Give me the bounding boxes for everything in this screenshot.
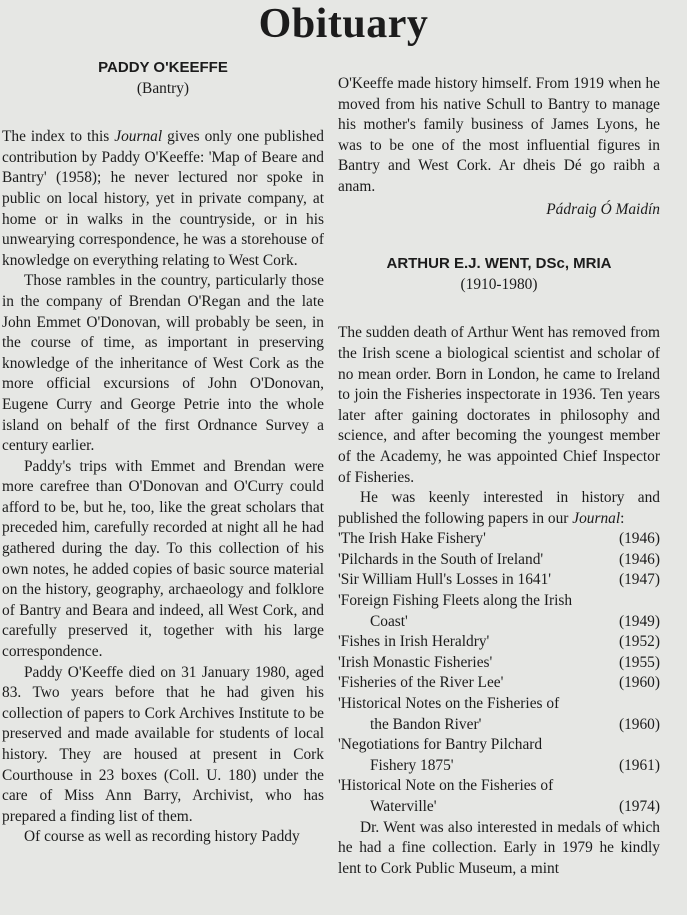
paper-item: 'Foreign Fishing Fleets along the Irish Coast' (1949) — [338, 592, 660, 630]
left-column — [2, 58, 324, 848]
paper-item: 'Sir William Hull's Losses in 1641' (1947) — [338, 571, 660, 589]
paper-item: 'Fishes in Irish Heraldry' (1952) — [338, 633, 660, 651]
paper-item: 'Irish Monastic Fisheries' (1955) — [338, 653, 660, 671]
went-paragraph-1: The sudden death of Arthur Went has removed from the Irish scene a biological scientist and scholar of no mean order. Born in London, he came to Ireland to join the Fisheries inspectorate in 1936. Ten years later after gaining doctorates in philosophy and science, and after becoming the youngest member of the Academy, he was appointed Chief Inspector of Fisheries. — [338, 324, 660, 486]
keeffe-paragraph-3: Paddy's trips with Emmet and Brendan were more carefree than O'Donovan and O'Curry could afford to be, but he, too, like the great scholars that preceded him, carefully recorded at night all he had gathered during the day. To this collection of his own notes, he added copies of basic source material on the history, geography, archaeology and folklore of Bantry and Beara and indeed, all West Cork, and carefully preserved it, together with his large correspondence. — [2, 457, 324, 661]
keeffe-subheading: (Bantry) — [136, 79, 190, 97]
keeffe-signature: Pádraig Ó Maidín — [546, 200, 660, 218]
went-subheading: (1910-1980) — [460, 275, 538, 293]
paper-item: 'The Irish Hake Fishery' (1946) — [338, 530, 660, 548]
keeffe-paragraph-5: Of course as well as recording history Paddy — [24, 828, 300, 846]
keeffe-paragraph-4: Paddy O'Keeffe died on 31 January 1980, aged 83. Two years before that he had given his collection of papers to Cork Archives Institute to be preserved and made available for students of local history. They are housed at present in Cork Courthouse in 23 boxes (Coll. U. 180) under the care of Miss Ann Barry, Archivist, who has prepared a finding list of them. — [2, 663, 324, 825]
paper-list — [338, 529, 660, 817]
went-paragraph-3: Dr. Went was also interested in medals of which he had a fine collection. Early in 1979 he kindly lent to Cork Public Museum, a mint — [338, 818, 660, 877]
went-heading: ARTHUR E.J. WENT, DSc, MRIA — [386, 255, 612, 273]
paper-item: 'Negotiations for Bantry Pilchard Fishery 1875' (1961) — [338, 736, 660, 774]
went-paragraph-2: He was keenly interested in history and published the following papers in our Journal: — [338, 489, 660, 527]
keeffe-heading: PADDY O'KEEFFE — [98, 59, 228, 76]
paper-item: 'Historical Notes on the Fisheries of the Bandon River' (1960) — [338, 695, 660, 733]
keeffe-paragraph-6: O'Keeffe made history himself. From 1919 when he moved from his native Schull to Bantry to manage his mother's family business of James Lyons, he was to be one of the most influential figures in Bantry and West Cork. Ar dheis Dé go raibh a anam. — [338, 75, 660, 195]
keeffe-paragraph-2: Those rambles in the country, particularly those in the company of Brendan O'Regan and the late John Emmet O'Donovan, will probably be seen, in the course of time, as important in preserving knowledge of the inheritance of West Cork as the more official excursions of John O'Donovan, Eugene Curry and George Petrie into the whole island on behalf of the first Ordnance Survey a century earlier. — [2, 272, 324, 455]
keeffe-paragraph-1: The index to this Journal gives only one published contribution by Paddy O'Keeffe: 'Map of Beare and Bantry' (1958); he never lectured nor spoke in public on local history, yet in private company, at home or in walks in the countryside, or in his unwearying correspondence, he was a storehouse of knowledge on everything relating to West Cork. — [2, 128, 324, 269]
page-title: Obituary — [258, 1, 429, 47]
paper-item: 'Historical Note on the Fisheries of Waterville' (1974) — [338, 777, 660, 815]
paper-item: 'Pilchards in the South of Ireland' (1946) — [338, 550, 660, 568]
paper-item: 'Fisheries of the River Lee' (1960) — [338, 674, 660, 692]
right-column — [338, 74, 660, 879]
